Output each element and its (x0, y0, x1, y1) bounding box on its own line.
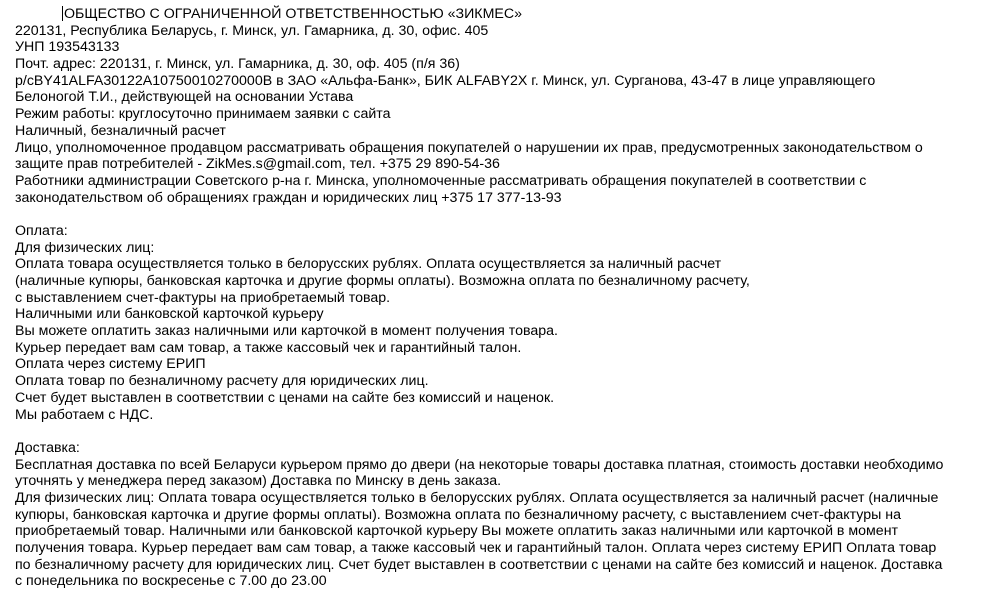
text-cursor (62, 6, 63, 21)
delivery-line: по безналичному расчету для юридических лиц. Счет будет выставлен в соответствии с ценами на сайте без комиссий и наценок. Доставка (15, 556, 943, 573)
payment-line: с выставлением счет-фактуры на приобретаемый товар. (15, 289, 391, 306)
payment-line: Курьер передает вам сам товар, а также кассовый чек и гарантийный талон. (15, 339, 522, 356)
section-spacer (15, 423, 1000, 440)
consumer-contact-line-2: защите прав потребителей - ZikMes.s@gmail.com, тел. +375 29 890-54-36 (15, 156, 500, 173)
delivery-line: уточнять у менеджера перед заказом) Доставка по Минску в день заказа. (15, 473, 502, 490)
payment-line: Счет будет выставлен в соответствии с ценами на сайте без комиссий и наценок. (15, 389, 555, 406)
delivery-line: получения товара. Курьер передает вам сам товар, а также кассовый чек и гарантийный талон. Оплата через систему ЕРИП Оплата товар (15, 540, 937, 556)
admin-contact-line-1: Работники администрации Советского р-на г. Минска, уполномоченные рассматривать обращения покупателей в соответствии с (15, 172, 867, 189)
payment-line: Мы работаем с НДС. (15, 406, 154, 423)
company-name: ОБЩЕСТВО С ОГРАНИЧЕННОЙ ОТВЕТСТВЕННОСТЬЮ «ЗИКМЕС» (64, 6, 522, 22)
payment-line: Оплата товар по безналичному расчету для юридических лиц. (15, 373, 429, 390)
postal-address: Почт. адрес: 220131, г. Минск, ул. Гамарника, д. 30, оф. 405 (п/я 36) (15, 56, 460, 73)
company-address: 220131, Республика Беларусь, г. Минск, ул. Гамарника, д. 30, офис. 405 (15, 22, 489, 39)
delivery-heading: Доставка: (15, 439, 80, 456)
document-body (15, 6, 1000, 590)
payment-line: Вы можете оплатить заказ наличными или карточкой в момент получения товара. (15, 323, 558, 340)
payment-heading: Оплата: (15, 222, 68, 239)
payment-line: Для физических лиц: (15, 239, 155, 256)
consumer-contact-line-1: Лицо, уполномоченное продавцом рассматривать обращения покупателей о нарушении их прав, предусмотренных законодательством о (15, 139, 923, 156)
bank-details-line-2: Белоногой Т.И., действующей на основании Устава (15, 89, 354, 106)
section-spacer (15, 206, 1000, 223)
company-unp: УНП 193543133 (15, 39, 120, 56)
payment-line: Оплата товара осуществляется только в белорусских рублях. Оплата осуществляется за наличный расчет (15, 256, 722, 273)
payment-line: Оплата через систему ЕРИП (15, 356, 206, 373)
payment-line: (наличные купюры, банковская карточка и другие формы оплаты). Возможна оплата по безналичному расчету, (15, 273, 750, 289)
payment-line: Наличными или банковской карточкой курьеру (15, 306, 324, 323)
delivery-line: Бесплатная доставка по всей Беларуси курьером прямо до двери (на некоторые товары доставка платная, стоимость доставки необходимо (15, 456, 944, 473)
delivery-line: Для физических лиц: Оплата товара осуществляется только в белорусских рублях. Оплата осуществляется за наличный расчет (наличные (15, 489, 939, 506)
bank-details-line-1: р/сBY41ALFA30122A10750010270000В в ЗАО «Альфа-Банк», БИК ALFABY2X г. Минск, ул. Сурганова, 43-47 в лице управляющего (15, 72, 876, 89)
delivery-line: купюры, банковская карточка и другие формы оплаты). Возможна оплата по безналичному расчету, с выставлением счет-фактуры на (15, 506, 901, 523)
company-name-line (15, 6, 1000, 23)
payment-types: Наличный, безналичный расчет (15, 122, 226, 139)
delivery-line: с понедельника по воскресенье с 7.00 до 23.00 (15, 573, 327, 590)
delivery-line: приобретаемый товар. Наличными или банковской карточкой курьеру Вы можете оплатить заказ наличными или карточкой в момент (15, 523, 899, 540)
admin-contact-line-2: законодательством об обращениях граждан и юридических лиц +375 17 377-13-93 (15, 189, 562, 206)
working-hours: Режим работы: круглосуточно принимаем заявки с сайта (15, 106, 391, 123)
